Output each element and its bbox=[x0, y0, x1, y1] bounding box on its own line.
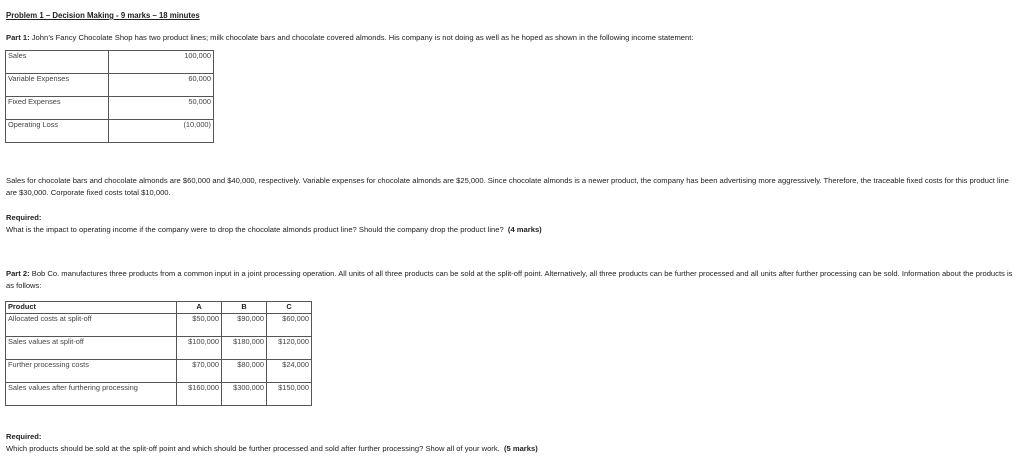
row-label: Further processing costs bbox=[6, 360, 177, 383]
part1-required bbox=[6, 212, 542, 236]
part2-intro-text: Bob Co. manufactures three products from a common input in a joint processing operation. All units of all three products can be sold at the split-off point. Alternatively, all three products can be further processed and all units after further processing can be sold. Information about the products is as follows: bbox=[6, 269, 1013, 290]
part2-intro bbox=[6, 268, 1016, 292]
row-label: Allocated costs at split-off bbox=[6, 314, 177, 337]
cell-a: $100,000 bbox=[177, 337, 222, 360]
problem-title: Problem 1 – Decision Making - 9 marks – 18 minutes bbox=[6, 11, 200, 20]
cell-c: $24,000 bbox=[267, 360, 312, 383]
table-header-row bbox=[6, 302, 312, 314]
cell-a: $70,000 bbox=[177, 360, 222, 383]
cell-c: $120,000 bbox=[267, 337, 312, 360]
part2-marks: (5 marks) bbox=[503, 444, 538, 453]
row-label: Sales bbox=[6, 51, 109, 74]
cell-b: $180,000 bbox=[222, 337, 267, 360]
cell-b: $80,000 bbox=[222, 360, 267, 383]
row-label: Fixed Expenses bbox=[6, 97, 109, 120]
cell-b: $300,000 bbox=[222, 383, 267, 406]
cell-a: $160,000 bbox=[177, 383, 222, 406]
row-label: Sales values after furthering processing bbox=[6, 383, 177, 406]
header-product: Product bbox=[6, 302, 177, 314]
cell-c: $150,000 bbox=[267, 383, 312, 406]
part1-intro-text: John’s Fancy Chocolate Shop has two product lines; milk chocolate bars and chocolate covered almonds. His company is not doing as well as he hoped as shown in the following income statement: bbox=[29, 33, 694, 42]
table-row bbox=[6, 120, 214, 143]
table-row bbox=[6, 74, 214, 97]
header-b: B bbox=[222, 302, 267, 314]
part1-details: Sales for chocolate bars and chocolate almonds are $60,000 and $40,000, respectively. Variable expenses for chocolate almonds are $25,000. Since chocolate almonds is a newer product, the company has been advertising more aggressively. Therefore, the traceable fixed costs for this product line are $30,000. Corporate fixed costs total $10,000. bbox=[6, 176, 1009, 197]
part1-required-label: Required: bbox=[6, 213, 42, 222]
cell-a: $50,000 bbox=[177, 314, 222, 337]
part2-required-label: Required: bbox=[6, 432, 42, 441]
part2-label: Part 2: bbox=[6, 269, 30, 278]
row-label: Operating Loss bbox=[6, 120, 109, 143]
table-row bbox=[6, 360, 312, 383]
part1-required-text: What is the impact to operating income if the company were to drop the chocolate almonds product line? Should the company drop the product line? bbox=[6, 225, 504, 234]
row-value: (10,000) bbox=[109, 120, 214, 143]
table-row bbox=[6, 337, 312, 360]
table-row bbox=[6, 314, 312, 337]
cell-b: $90,000 bbox=[222, 314, 267, 337]
part1-label: Part 1: bbox=[6, 33, 30, 42]
row-label: Variable Expenses bbox=[6, 74, 109, 97]
cell-c: $60,000 bbox=[267, 314, 312, 337]
table-row bbox=[6, 51, 214, 74]
header-a: A bbox=[177, 302, 222, 314]
table-row bbox=[6, 383, 312, 406]
part2-required bbox=[6, 431, 538, 455]
row-value: 60,000 bbox=[109, 74, 214, 97]
row-value: 50,000 bbox=[109, 97, 214, 120]
table-row bbox=[6, 97, 214, 120]
part2-required-text: Which products should be sold at the split-off point and which should be further processed and sold after further processing? Show all of your work. bbox=[6, 444, 500, 453]
row-label: Sales values at split-off bbox=[6, 337, 177, 360]
part1-intro bbox=[6, 33, 693, 42]
row-value: 100,000 bbox=[109, 51, 214, 74]
header-c: C bbox=[267, 302, 312, 314]
joint-products-table bbox=[5, 301, 312, 406]
income-statement-table bbox=[5, 50, 214, 143]
part1-marks: (4 marks) bbox=[507, 225, 542, 234]
